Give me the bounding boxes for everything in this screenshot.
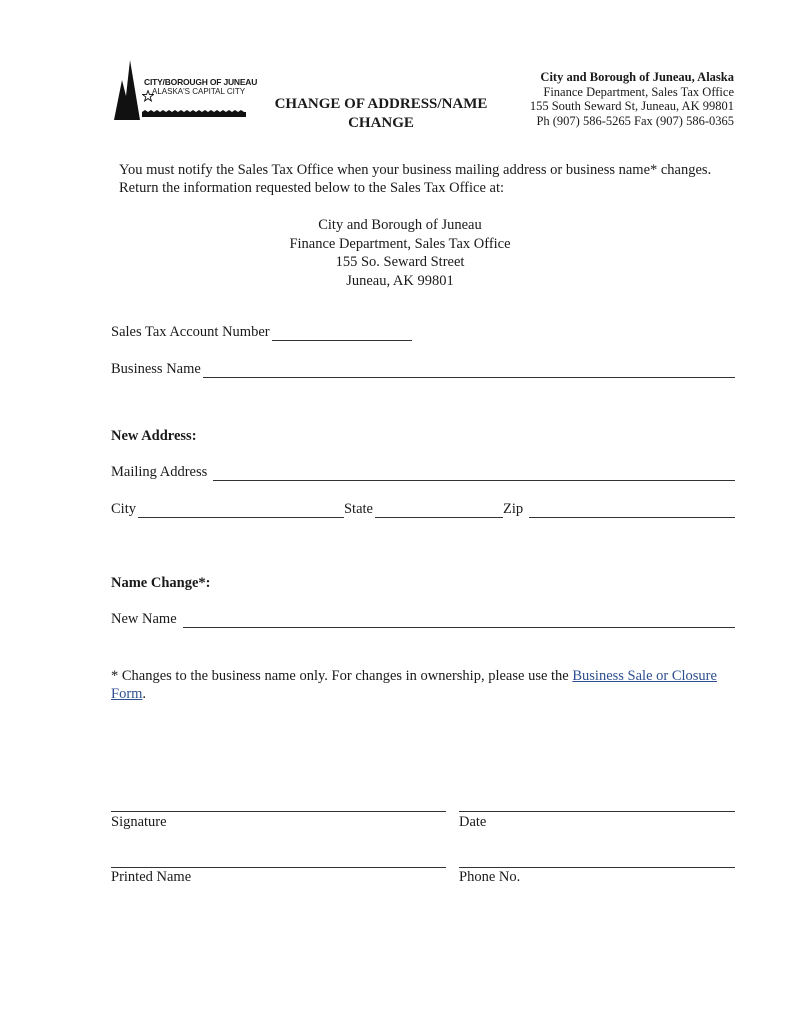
business-name-row [111, 361, 735, 378]
phone-field[interactable] [459, 866, 735, 868]
zip-label: Zip [502, 501, 524, 517]
city-label: City [111, 501, 136, 517]
printed-name-label: Printed Name [111, 869, 192, 885]
logo-line1: CITY/BOROUGH OF JUNEAU [144, 77, 258, 87]
office-dept: Finance Department, Sales Tax Office [543, 84, 734, 99]
city-field[interactable] [138, 503, 344, 518]
mail-to-line: Juneau, AK 99801 [346, 272, 454, 289]
zip-field[interactable] [529, 503, 735, 518]
signature-label: Signature [111, 814, 167, 830]
business-name-field[interactable] [203, 363, 735, 378]
city-state-zip-row [111, 501, 735, 518]
state-label: State [343, 501, 373, 517]
account-number-label: Sales Tax Account Number [111, 324, 270, 340]
date-label: Date [459, 814, 487, 830]
phone-label: Phone No. [459, 869, 521, 885]
new-name-row [111, 611, 735, 628]
business-sale-closure-link[interactable]: Business Sale or Closure Form [111, 668, 717, 702]
name-change-heading: Name Change*: [111, 575, 211, 591]
office-phone: Ph (907) 586-5265 Fax (907) 586-0365 [536, 113, 734, 128]
note-end: . [142, 686, 147, 702]
mail-to-line: City and Borough of Juneau [318, 217, 482, 233]
new-name-field[interactable] [183, 613, 735, 628]
state-field[interactable] [375, 503, 503, 518]
mail-to-line: 155 So. Seward Street [335, 254, 465, 270]
business-name-label: Business Name [111, 361, 201, 377]
logo-line2: ALASKA'S CAPITAL CITY [152, 87, 246, 96]
signature-field[interactable] [111, 810, 446, 812]
office-street: 155 South Seward St, Juneau, AK 99801 [529, 99, 734, 113]
account-number-row [111, 324, 735, 341]
mail-to-address [0, 216, 800, 290]
office-name: City and Borough of Juneau, Alaska [540, 70, 734, 84]
ownership-note [111, 667, 741, 703]
new-address-heading: New Address: [111, 428, 197, 444]
printed-name-field[interactable] [111, 866, 446, 868]
account-number-field[interactable] [272, 326, 412, 341]
mailing-address-label: Mailing Address [111, 464, 208, 480]
office-header [530, 70, 734, 128]
date-field[interactable] [459, 810, 735, 812]
mailing-address-field[interactable] [213, 466, 735, 481]
mailing-address-row [111, 464, 735, 481]
new-name-label: New Name [111, 611, 177, 627]
mail-to-line: Finance Department, Sales Tax Office [289, 235, 511, 252]
form-title: CHANGE OF ADDRESS/NAME CHANGE [274, 96, 488, 131]
note-text: * Changes to the business name only. For changes in ownership, please use the [111, 668, 573, 684]
intro-text: You must notify the Sales Tax Office when your business mailing address or business name* changes. Return the information requested below to the Sales Tax Office at: [119, 162, 712, 196]
cbj-logo [112, 58, 258, 122]
